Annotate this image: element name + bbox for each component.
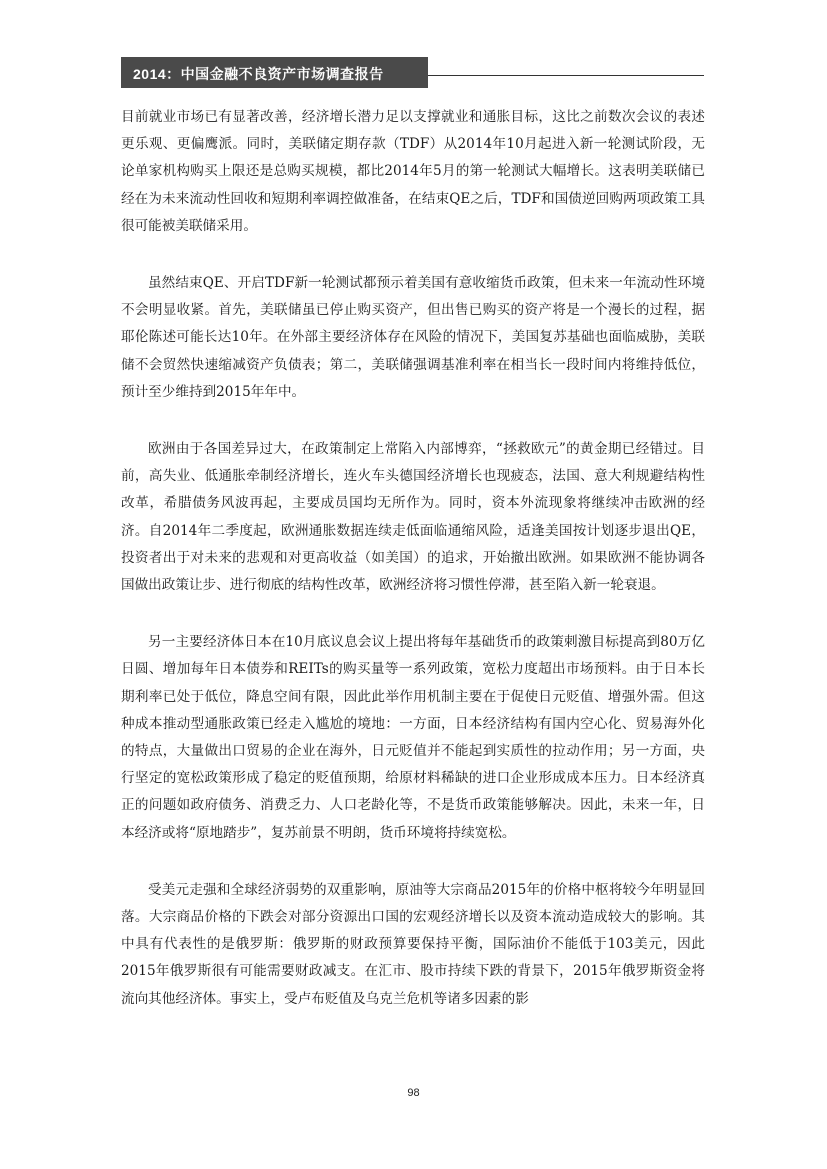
paragraph-3: 欧洲由于各国差异过大，在政策制定上常陷入内部博弈，“拯救欧元”的黄金期已经错过。目前，高失业、低通胀牵制经济增长，连火车头德国经济增长也现疲态，法国、意大利规避结构性改革，希腊债务风波再起，主要成员国均无所作为。同时，资本外流现象将继续冲击欧洲的经济。自2014年二季度起，欧洲通胀数据连续走低面临通缩风险，适逢美国按计划逐步退出QE，投资者出于对未来的悲观和对更高收益（如美国）的追求，开始撤出欧洲。如果欧洲不能协调各国做出政策让步、进行彻底的结构性改革，欧洲经济将习惯性停滞，甚至陷入新一轮衰退。 [121,441,705,594]
paragraph-2: 虽然结束QE、开启TDF新一轮测试都预示着美国有意收缩货币政策，但未来一年流动性环境不会明显收紧。首先，美联储虽已停止购买资产，但出售已购买的资产将是一个漫长的过程，据耶伦陈述可能长达10年。在外部主要经济体存在风险的情况下，美国复苏基础也面临威胁，美联储不会贸然快速缩减资产负债表；第二，美联储强调基准利率在相当长一段时间内将维持低位，预计至少维持到2015年年中。 [121,275,705,400]
running-header-title: 2014：中国金融不良资产市场调查报告 [133,66,384,82]
paragraph-4: 另一主要经济体日本在10月底议息会议上提出将每年基础货币的政策刺激目标提高到80万亿日圆、增加每年日本债券和REITs的购买量等一系列政策，宽松力度超出市场预料。由于日本长期利率已处于低位，降息空间有限，因此此举作用机制主要在于促使日元贬值、增强外需。但这种成本推动型通胀政策已经走入尴尬的境地：一方面，日本经济结构有国内空心化、贸易海外化的特点，大量做出口贸易的企业在海外，日元贬值并不能起到实质性的拉动作用；另一方面，央行坚定的宽松政策形成了稳定的贬值预期，给原材料稀缺的进口企业形成成本压力。日本经济真正的问题如政府债务、消费乏力、人口老龄化等，不是货币政策能够解决。因此，未来一年，日本经济或将“原地踏步”，复苏前景不明朗，货币环境将持续宽松。 [121,634,705,841]
paragraph-5: 受美元走强和全球经济弱势的双重影响，原油等大宗商品2015年的价格中枢将较今年明显回落。大宗商品价格的下跌会对部分资源出口国的宏观经济增长以及资本流动造成较大的影响。其中具有代表性的是俄罗斯：俄罗斯的财政预算要保持平衡，国际油价不能低于103美元，因此2015年俄罗斯很有可能需要财政减支。在汇市、股市持续下跌的背景下，2015年俄罗斯资金将流向其他经济体。事实上，受卢布贬值及乌克兰危机等诸多因素的影 [121,881,705,1007]
body-text [121,104,705,1043]
page-number: 98 [407,1087,420,1099]
paragraph-1: 目前就业市场已有显著改善，经济增长潜力足以支撑就业和通胀目标，这比之前数次会议的表述更乐观、更偏鹰派。同时，美联储定期存款（TDF）从2014年10月起进入新一轮测试阶段，无论单家机构购买上限还是总购买规模，都比2014年5月的第一轮测试大幅增长。这表明美联储已经在为未来流动性回收和短期利率调控做准备，在结束QE之后，TDF和国债逆回购两项政策工具很可能被美联储采用。 [121,109,705,234]
header-rule [428,75,704,76]
